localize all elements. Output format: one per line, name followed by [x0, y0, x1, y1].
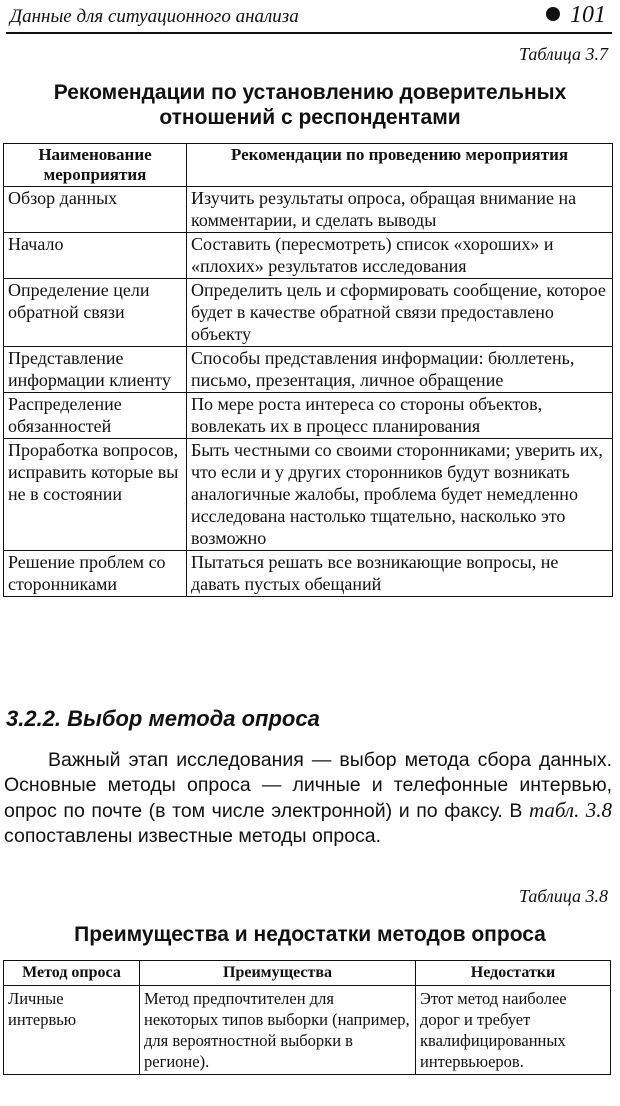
table-cell: Обзор данных [4, 187, 187, 233]
running-head [6, 2, 612, 34]
table-cell: По мере роста интереса со стороны объектов, вовлекать их в процесс планирования [187, 393, 613, 439]
table-row [4, 279, 613, 347]
table-cell: Составить (пересмотреть) список «хороших» и «плохих» результатов исследования [187, 233, 613, 279]
table-cell: Изучить результаты опроса, обращая внимание на комментарии, и сделать выводы [187, 187, 613, 233]
table-row [4, 393, 613, 439]
table-cell: Личные интервью [4, 986, 140, 1075]
table-cell: Способы представления информации: бюллетень, письмо, презентация, личное обращение [187, 347, 613, 393]
table-cell: Этот метод наиболее дорог и требует квалифицированных интервьюеров. [416, 986, 611, 1075]
paragraph-text-end: сопоставлены известные методы опроса. [4, 825, 382, 847]
table-cell: Определение цели обратной связи [4, 279, 187, 347]
paragraph-text-start: Важный этап исследования — выбор метода сбора данных. Основные методы опроса — личные и телефонные интервью, опрос по почте (в том числе электронной) и по факсу. В [4, 749, 612, 822]
column-header: Рекомендации по проведению мероприятия [187, 144, 613, 187]
table-3-7-title: Рекомендации по установлению доверительных отношений с респондентами [53, 81, 567, 129]
body-paragraph [4, 748, 612, 849]
section-heading: 3.2.2. Выбор метода опроса [6, 706, 320, 731]
table-header-row [4, 961, 611, 986]
table-3-8 [3, 960, 611, 1075]
table-cell: Распределение обязанностей [4, 393, 187, 439]
column-header: Преимущества [140, 961, 416, 986]
table-row [4, 986, 611, 1075]
column-header: Метод опроса [4, 961, 140, 986]
table-3-7 [3, 143, 613, 597]
column-header: Наименование мероприятия [4, 144, 187, 187]
table-cell: Определить цель и сформировать сообщение, которое будет в качестве обратной связи предоставлено объекту [187, 279, 613, 347]
table-cell: Представление информации клиенту [4, 347, 187, 393]
running-head-title: Данные для ситуационного анализа [10, 6, 299, 27]
table-cell: Начало [4, 233, 187, 279]
table-cell: Метод предпочтителен для некоторых типов выборки (например, для вероятностной выборки в регионе). [140, 986, 416, 1075]
table-row [4, 347, 613, 393]
table-row [4, 439, 613, 551]
table-cell: Решение проблем со сторонниками [4, 551, 187, 597]
table-reference: табл. 3.8 [528, 798, 612, 822]
page-number: 101 [546, 0, 606, 30]
table-cell: Быть честными со своими сторонниками; уверить их, что если и у других сторонников будут возникать аналогичные жалобы, проблема будет немедленно исследована настолько тщательно, насколько это возможно [187, 439, 613, 551]
table-row [4, 233, 613, 279]
table-3-8-caption: Таблица 3.8 [518, 886, 608, 906]
table-row [4, 187, 613, 233]
table-cell: Проработка вопросов, исправить которые вы не в состоянии [4, 439, 187, 551]
column-header: Недостатки [416, 961, 611, 986]
table-3-8-title: Преимущества и недостатки методов опроса [74, 923, 546, 946]
table-3-7-caption: Таблица 3.7 [518, 44, 608, 64]
table-row [4, 551, 613, 597]
table-cell: Пытаться решать все возникающие вопросы, не давать пустых обещаний [187, 551, 613, 597]
table-header-row [4, 144, 613, 187]
